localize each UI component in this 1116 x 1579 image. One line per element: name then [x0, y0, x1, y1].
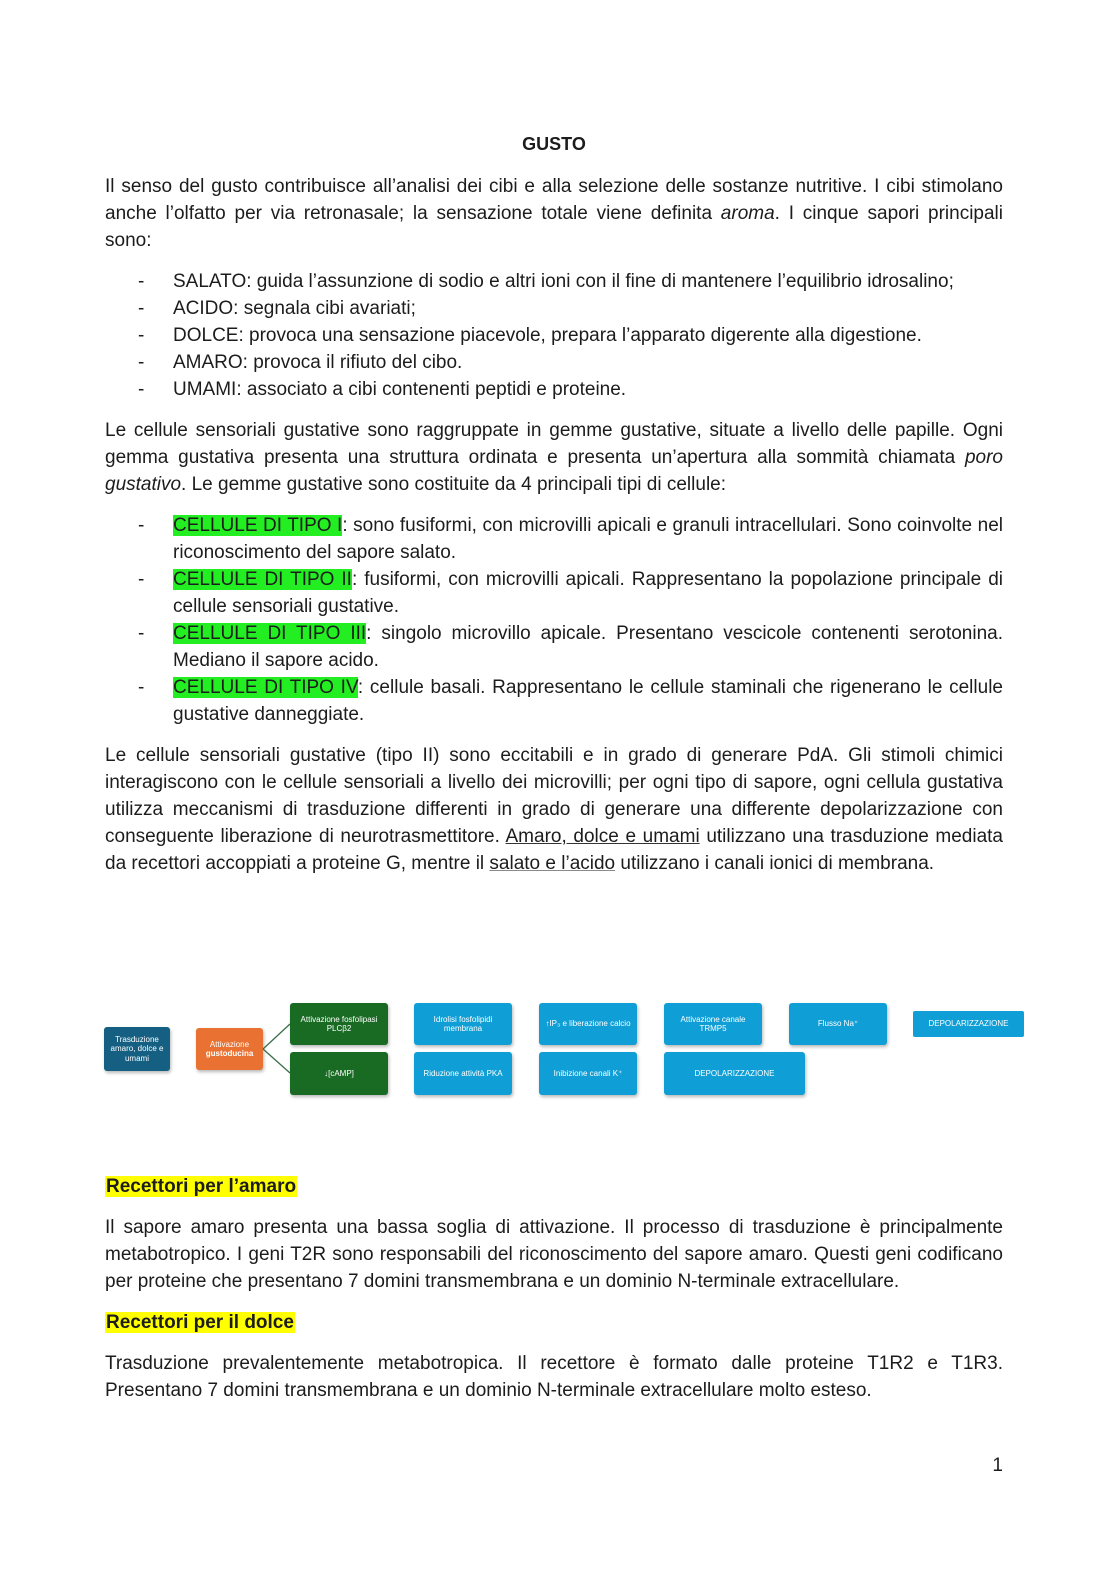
list-item — [105, 295, 1003, 322]
intro-paragraph — [105, 173, 1003, 254]
list-marker: - — [138, 325, 145, 346]
diagram-start-box: Trasduzione amaro, dolce e umami — [104, 1027, 170, 1071]
list-marker: - — [138, 677, 145, 698]
intro-text: Il senso del gusto contribuisce all’analisi dei cibi e alla selezione delle sostanze nutritive. I cibi stimolano anche l’olfatto per via retronasale; la sensazione totale viene definita — [105, 176, 1003, 224]
poro-gustativo-term: poro gustativo — [105, 447, 1003, 495]
list-item — [105, 512, 1003, 566]
list-item — [105, 268, 1003, 295]
transduction-paragraph — [105, 742, 1003, 877]
underlined-ionic-tastes: salato e l’acido — [489, 853, 616, 874]
transduction-text: utilizzano una trasduzione mediata da recettori accoppiati a proteine G, mentre il — [105, 826, 1004, 874]
depolarization-box-upper: DEPOLARIZZAZIONE — [913, 1011, 1024, 1037]
list-item — [105, 322, 1003, 349]
cell-type-list — [105, 512, 1003, 728]
taste-dolce: DOLCE: provoca una sensazione piacevole, prepara l’apparato digerente alla digestione. — [173, 325, 922, 346]
diagram-activation-box — [196, 1028, 263, 1070]
section-heading-text: Recettori per l’amaro — [106, 1176, 297, 1197]
list-marker: - — [138, 271, 145, 292]
plc-activation-box: Attivazione fosfolipasi PLCβ2 — [290, 1003, 388, 1045]
list-marker: - — [138, 569, 145, 590]
sodium-flux-box: Flusso Na⁺ — [789, 1003, 887, 1045]
list-item — [105, 620, 1003, 674]
cell-type-description: : sono fusiformi, con microvilli apicali e granuli intracellulari. Sono coinvolte nel riconoscimento del sapore salato. — [173, 515, 1003, 563]
taste-salato: SALATO: guida l’assunzione di sodio e altri ioni con il fine di mantenere l’equilibrio idrosalino; — [173, 271, 954, 292]
list-item — [105, 566, 1003, 620]
main-text — [105, 131, 1003, 891]
transduction-text: Le cellule sensoriali gustative (tipo II) sono eccitabili e in grado di generare PdA. Gli stimoli chimici interagiscono con le cellule sensoriali a livello dei microvilli; per ogni tipo di sapore, ogni cellula gustativa utilizza meccanismi di trasduzione differenti in grado di generare una differente depolarizzazione con conseguente liberazione di neurotrasmettitore. — [105, 745, 1003, 847]
section-body-bitter: Il sapore amaro presenta una bassa soglia di attivazione. Il processo di trasduzione è principalmente metabotropico. I geni T2R sono responsabili del riconoscimento del sapore amaro. Questi geni codificano per proteine che presentano 7 domini transmembrana e un dominio N-terminale extracellulare. — [105, 1217, 1003, 1292]
taste-buds-paragraph — [105, 417, 1003, 498]
underlined-gpcr-tastes: Amaro, dolce e umami — [505, 826, 700, 847]
phospholipid-hydrolysis-box: Idrolisi fosfolipidi membrana — [414, 1003, 512, 1045]
section-body-sweet: Trasduzione prevalentemente metabotropica. Il recettore è formato dalle proteine T1R2 e T1R3. Presentano 7 domini transmembrana e un dominio N-terminale extracellulare molto esteso. — [105, 1353, 1003, 1401]
depolarization-box-lower: DEPOLARIZZAZIONE — [664, 1052, 805, 1095]
intro-text-end: . I cinque sapori principali sono: — [105, 203, 1003, 251]
connector-upper — [263, 1024, 290, 1049]
section-heading-bitter — [105, 1173, 1003, 1200]
cell-type-description: : fusiformi, con microvilli apicali. Rappresentano la popolazione principale di cellule sensoriali gustative. — [173, 569, 1003, 617]
section-heading-sweet — [105, 1309, 1003, 1336]
cell-type-label: CELLULE DI TIPO III — [173, 623, 367, 644]
list-item — [105, 376, 1003, 403]
list-item — [105, 674, 1003, 728]
taste-umami: UMAMI: associato a cibi contenenti peptidi e proteine. — [173, 379, 627, 400]
cell-type-description: : cellule basali. Rappresentano le cellule staminali che rigenerano le cellule gustative danneggiate. — [173, 677, 1003, 725]
taste-acido: ACIDO: segnala cibi avariati; — [173, 298, 416, 319]
k-channel-inhibition-box: Inibizione canali K⁺ — [539, 1052, 637, 1095]
page-title: GUSTO — [522, 134, 586, 154]
page-number: 1 — [992, 1455, 1003, 1476]
connector-lower — [263, 1049, 290, 1073]
list-marker: - — [138, 298, 145, 319]
cell-type-label: CELLULE DI TIPO I — [173, 515, 343, 536]
cell-type-label: CELLULE DI TIPO II — [173, 569, 352, 590]
receptor-sections — [105, 1173, 1003, 1418]
pka-reduction-box: Riduzione attività PKA — [414, 1052, 512, 1095]
activation-line: Attivazione — [209, 1039, 250, 1049]
camp-decrease-box: ↓[cAMP] — [290, 1052, 388, 1095]
list-marker: - — [138, 379, 145, 400]
aroma-term: aroma — [720, 203, 775, 224]
taste-list — [105, 268, 1003, 403]
list-marker: - — [138, 623, 145, 644]
list-item — [105, 349, 1003, 376]
transduction-text: utilizzano i canali ionici di membrana. — [615, 853, 935, 874]
taste-amaro: AMARO: provoca il rifiuto del cibo. — [173, 352, 463, 373]
list-marker: - — [138, 352, 145, 373]
cell-type-label: CELLULE DI TIPO IV — [173, 677, 358, 698]
buds-text-end: . Le gemme gustative sono costituite da 4 principali tipi di cellule: — [181, 474, 727, 495]
diagram-connector-lines — [260, 1015, 294, 1085]
section-heading-text: Recettori per il dolce — [106, 1312, 294, 1333]
activation-line: gustoducina — [205, 1049, 254, 1058]
buds-text: Le cellule sensoriali gustative sono raggruppate in gemme gustative, situate a livello delle papille. Ogni gemma gustativa presenta una struttura ordinata e presenta un’apertura alla sommità chiamata — [105, 420, 1003, 468]
cell-type-description: : singolo microvillo apicale. Presentano vescicole contenenti serotonina. Mediano il sapore acido. — [173, 623, 1003, 671]
ip3-calcium-box: ↑IP₃ e liberazione calcio — [539, 1003, 637, 1045]
trmp5-channel-box: Attivazione canale TRMP5 — [664, 1003, 762, 1045]
list-marker: - — [138, 515, 145, 536]
